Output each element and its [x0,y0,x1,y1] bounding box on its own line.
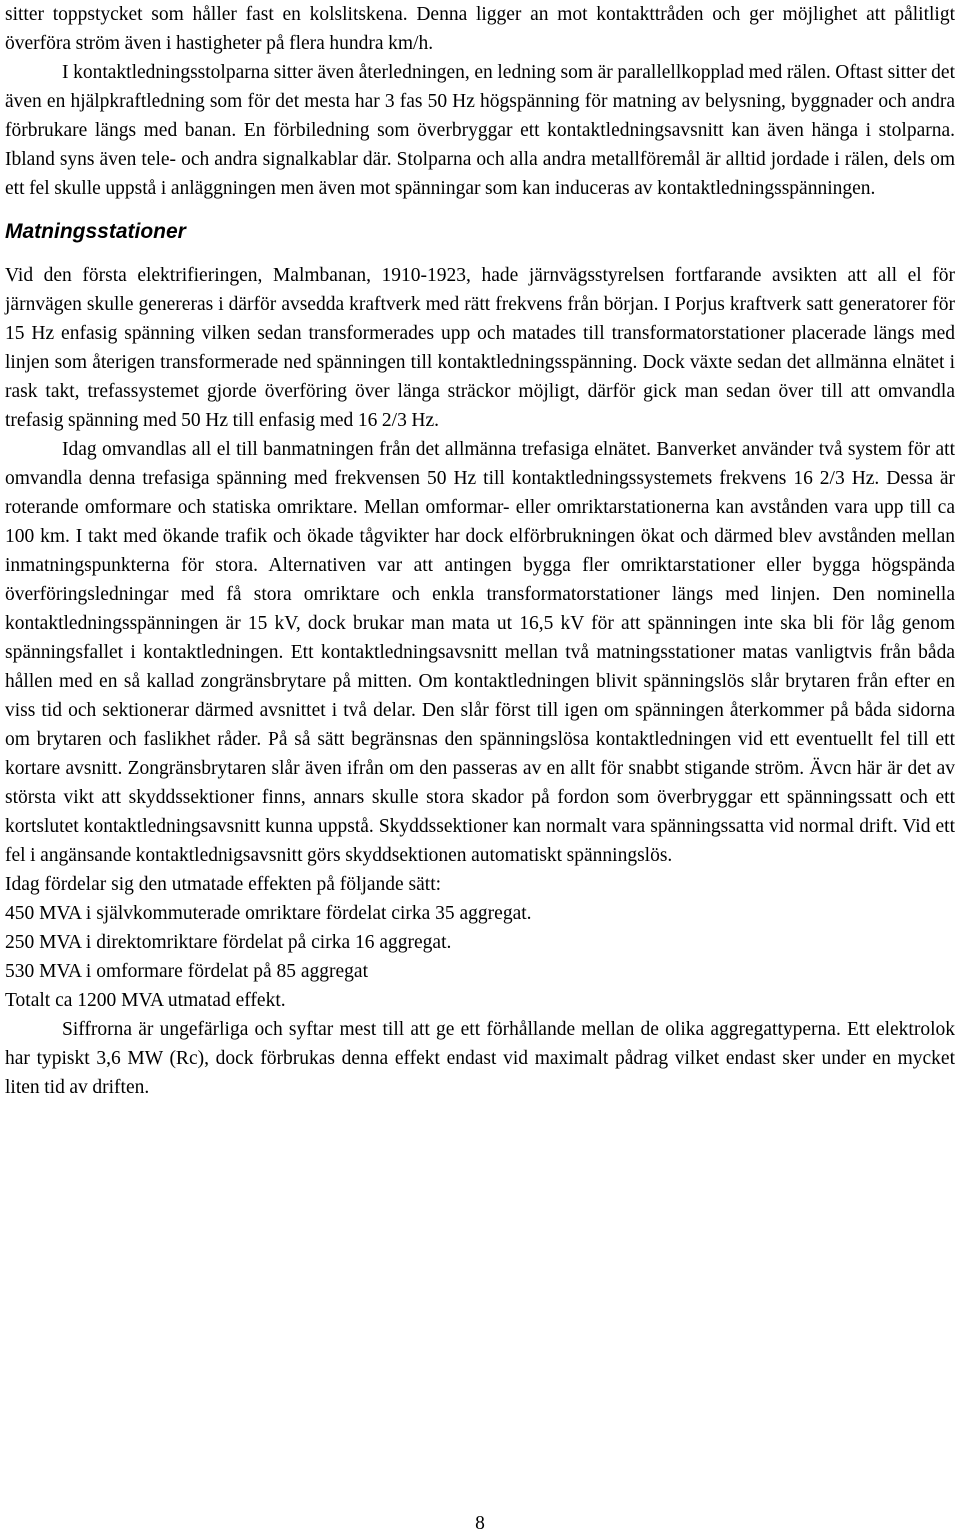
list-item: 530 MVA i omformare fördelat på 85 aggregat [5,961,368,982]
list-item: Totalt ca 1200 MVA utmatad effekt. [5,990,286,1011]
section-paragraph-2: Idag omvandlas all el till banmatningen från det allmänna trefasiga elnätet. Banverket använder två system för att omvandla denna trefasiga spänning med frekvensen 50 Hz till kontaktledningssystemets frekvens 16 2/3 Hz. Dessa är roterande omformare och statiska omriktare. Mellan omformar- eller omriktarstationerna kan avstånden vara upp till ca 100 km. I takt med ökande trafik och ökade tågvikter har dock elförbrukningen ökat och därmed blev avstånden mellan inmatningspunkterna för stora. Alternativen var att antingen bygga fler omriktarstationer eller bygga högspända överföringsledningar med få stora omriktare och enkla transformatorstationer längs med linjen. Den nominella kontaktledningsspänningen är 15 kV, dock brukar man mata ut 16,5 kV för att spänningen inte ska bli för låg genom spänningsfallet i kontaktledningen. Ett kontaktledningsavsnitt mellan två matningsstationer matas vanligtvis från båda hållen med en så kallad zongränsbrytare på mitten. Om kontaktledningen blivit spänningslös slår brytaren från efter en viss tid och sektionerar därmed avsnittet i två delar. Den slår först till igen om spänningen återkommer på båda sidorna om brytaren och faslikhet råder. På så sätt begränsnas den spänningslösa kontaktledningen vid ett eventuellt fel till ett kortare avsnitt. Zongränsbrytaren slår även ifrån om den passeras av en allt för snabbt stigande ström. Ävcn här är det av största vikt att skyddssektioner finns, annars skulle stora skador på fordon som överbryggar ett spänningssatt och ett kortslutet kontaktledningsavsnitt kunna uppstå. Skyddssektioner kan normalt vara spänningssatta vid normal drift. Vid ett fel i angänsande kontaktlednigsavsnitt görs skyddsektionen automatiskt spänningslös. [5,439,955,866]
section-paragraph-3: Siffrorna är ungefärliga och syftar mest till att ge ett förhållande mellan de olika aggregattyperna. Ett elektrolok har typiskt 3,6 MW (Rc), dock förbrukas denna effekt endast vid maximalt pådrag vilket endast sker under en mycket liten tid av driften. [5,1019,955,1098]
document-page [5,0,955,1102]
page-number: 8 [475,1513,485,1534]
list-item: 250 MVA i direktomriktare fördelat på cirka 16 aggregat. [5,932,452,953]
intro-paragraph-2: I kontaktledningsstolparna sitter även återledningen, en ledning som är parallellkopplad med rälen. Oftast sitter det även en hjälpkraftledning som för det mesta har 3 fas 50 Hz högspänning för matning av belysning, byggnader och andra förbrukare längs med banan. En förbiledning som överbryggar ett kontaktledningsavsnitt kan även hänga i stolparna. Ibland syns även tele- och andra signalkablar där. Stolparna och alla andra metallföremål är alltid jordade i rälen, dels om ett fel skulle uppstå i anläggningen men även mot spänningar som kan induceras av kontaktledningsspänningen. [5,62,955,199]
section-paragraph-1: Vid den första elektrifieringen, Malmbanan, 1910-1923, hade järnvägsstyrelsen fortfarande avsikten att all el för järnvägen skulle genereras i därför avsedda kraftverk med rätt frekvens från början. I Porjus kraftverk satt generatorer för 15 Hz enfasig spänning vilken sedan transformerades upp och matades till transformatorstationer placerade längs med linjen som återigen transformerade ned spänningen till kontaktledningsspänning. Dock växte sedan det allmänna elnätet i rask takt, trefassystemet gjorde överföring över länga sträckor möjligt, därför gick man sedan över till att omvandla trefasig spänning med 50 Hz till enfasig med 16 2/3 Hz. [5,265,955,431]
list-item: 450 MVA i självkommuterade omriktare fördelat cirka 35 aggregat. [5,903,532,924]
intro-paragraph-1: sitter toppstycket som håller fast en kolslitskena. Denna ligger an mot kontakttråden och ger möjlighet att pålitligt överföra ström även i hastigheter på flera hundra km/h. [5,4,955,54]
section-heading: Matningsstationer [5,220,186,243]
list-intro: Idag fördelar sig den utmatade effekten på följande sätt: [5,874,442,895]
